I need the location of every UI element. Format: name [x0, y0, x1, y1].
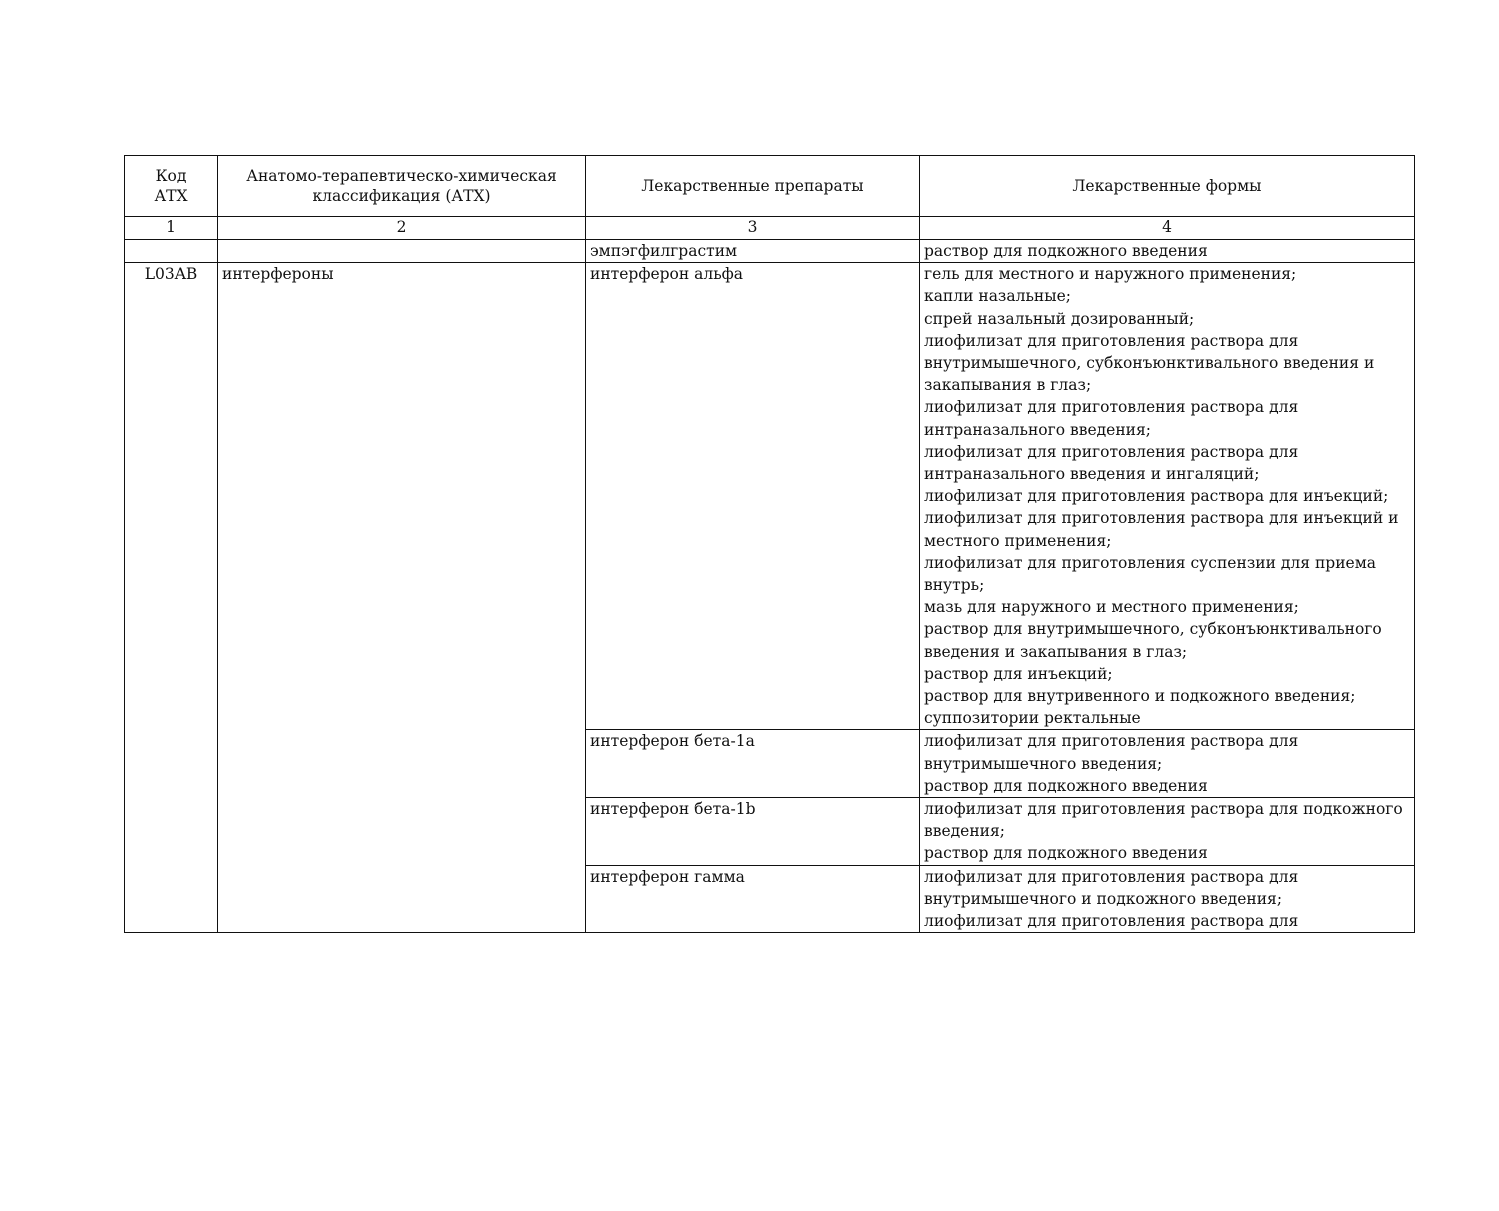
- dosage-form-item: лиофилизат для приготовления суспензии для приема внутрь;: [924, 553, 1377, 595]
- dosage-forms-cell: [920, 730, 1415, 798]
- column-number: 2: [218, 217, 586, 240]
- drug-list-table: [124, 155, 1415, 933]
- column-number: 3: [586, 217, 920, 240]
- drug-name-cell: интерферон альфа: [586, 263, 920, 730]
- header-drugs: Лекарственные препараты: [586, 156, 920, 217]
- header-row: [125, 156, 1415, 217]
- dosage-form-item: раствор для внутривенного и подкожного введения;: [924, 687, 1356, 706]
- dosage-form-item: лиофилизат для приготовления раствора для инъекций и местного применения;: [924, 509, 1399, 550]
- header-atx-classification: Анатомо-терапевтическо-химическая классификация (АТХ): [218, 156, 586, 217]
- dosage-forms-cell: [920, 865, 1415, 933]
- dosage-form-item: капли назальные;: [924, 287, 1071, 306]
- dosage-form-item: спрей назальный дозированный;: [924, 309, 1195, 328]
- drug-name-cell: интерферон гамма: [586, 865, 920, 933]
- header-atx-code: Код АТХ: [125, 156, 218, 217]
- dosage-forms-cell: раствор для подкожного введения: [920, 240, 1415, 263]
- dosage-form-item: лиофилизат для приготовления раствора для интраназального введения и ингаляций;: [924, 442, 1299, 484]
- dosage-form-item: лиофилизат для приготовления раствора для внутримышечного, субконъюнктивального введения и закапывания в глаз;: [924, 331, 1375, 395]
- drug-name-cell: интерферон бета-1b: [586, 798, 920, 866]
- dosage-form-item: мазь для наружного и местного применения;: [924, 598, 1299, 617]
- continuation-row: [125, 240, 1415, 263]
- dosage-form-item: лиофилизат для приготовления раствора для внутримышечного и подкожного введения;: [924, 867, 1299, 908]
- column-number-row: [125, 217, 1415, 240]
- drug-name-cell: эмпэгфилграстим: [586, 240, 920, 263]
- atx-code-cell: L03AB: [125, 263, 218, 933]
- dosage-form-item: раствор для подкожного введения: [924, 776, 1208, 795]
- dosage-form-item: лиофилизат для приготовления раствора для инъекций;: [924, 487, 1389, 506]
- classification-cell: [218, 240, 586, 263]
- dosage-form-item: раствор для подкожного введения: [924, 844, 1208, 863]
- classification-cell: интерфероны: [218, 263, 586, 933]
- dosage-form-item: раствор для инъекций;: [924, 664, 1113, 683]
- dosage-forms-cell: [920, 798, 1415, 866]
- dosage-form-item: раствор для внутримышечного, субконъюнктивального введения и закапывания в глаз;: [924, 620, 1382, 661]
- dosage-form-item: лиофилизат для приготовления раствора для внутримышечного введения;: [924, 732, 1299, 773]
- atx-code-cell: [125, 240, 218, 263]
- column-number: 1: [125, 217, 218, 240]
- dosage-form-item: лиофилизат для приготовления раствора для интраназального введения;: [924, 398, 1299, 439]
- dosage-form-item: лиофилизат для приготовления раствора для подкожного введения;: [924, 800, 1403, 841]
- column-number: 4: [920, 217, 1415, 240]
- dosage-forms-cell: [920, 263, 1415, 730]
- dosage-form-item: суппозитории ректальные: [924, 709, 1141, 728]
- document-page: [124, 155, 1414, 933]
- drug-row: [125, 263, 1415, 730]
- dosage-form-item: лиофилизат для приготовления раствора для: [924, 912, 1299, 931]
- dosage-form-item: гель для местного и наружного применения;: [924, 265, 1297, 284]
- header-dosage-forms: Лекарственные формы: [920, 156, 1415, 217]
- drug-name-cell: интерферон бета-1a: [586, 730, 920, 798]
